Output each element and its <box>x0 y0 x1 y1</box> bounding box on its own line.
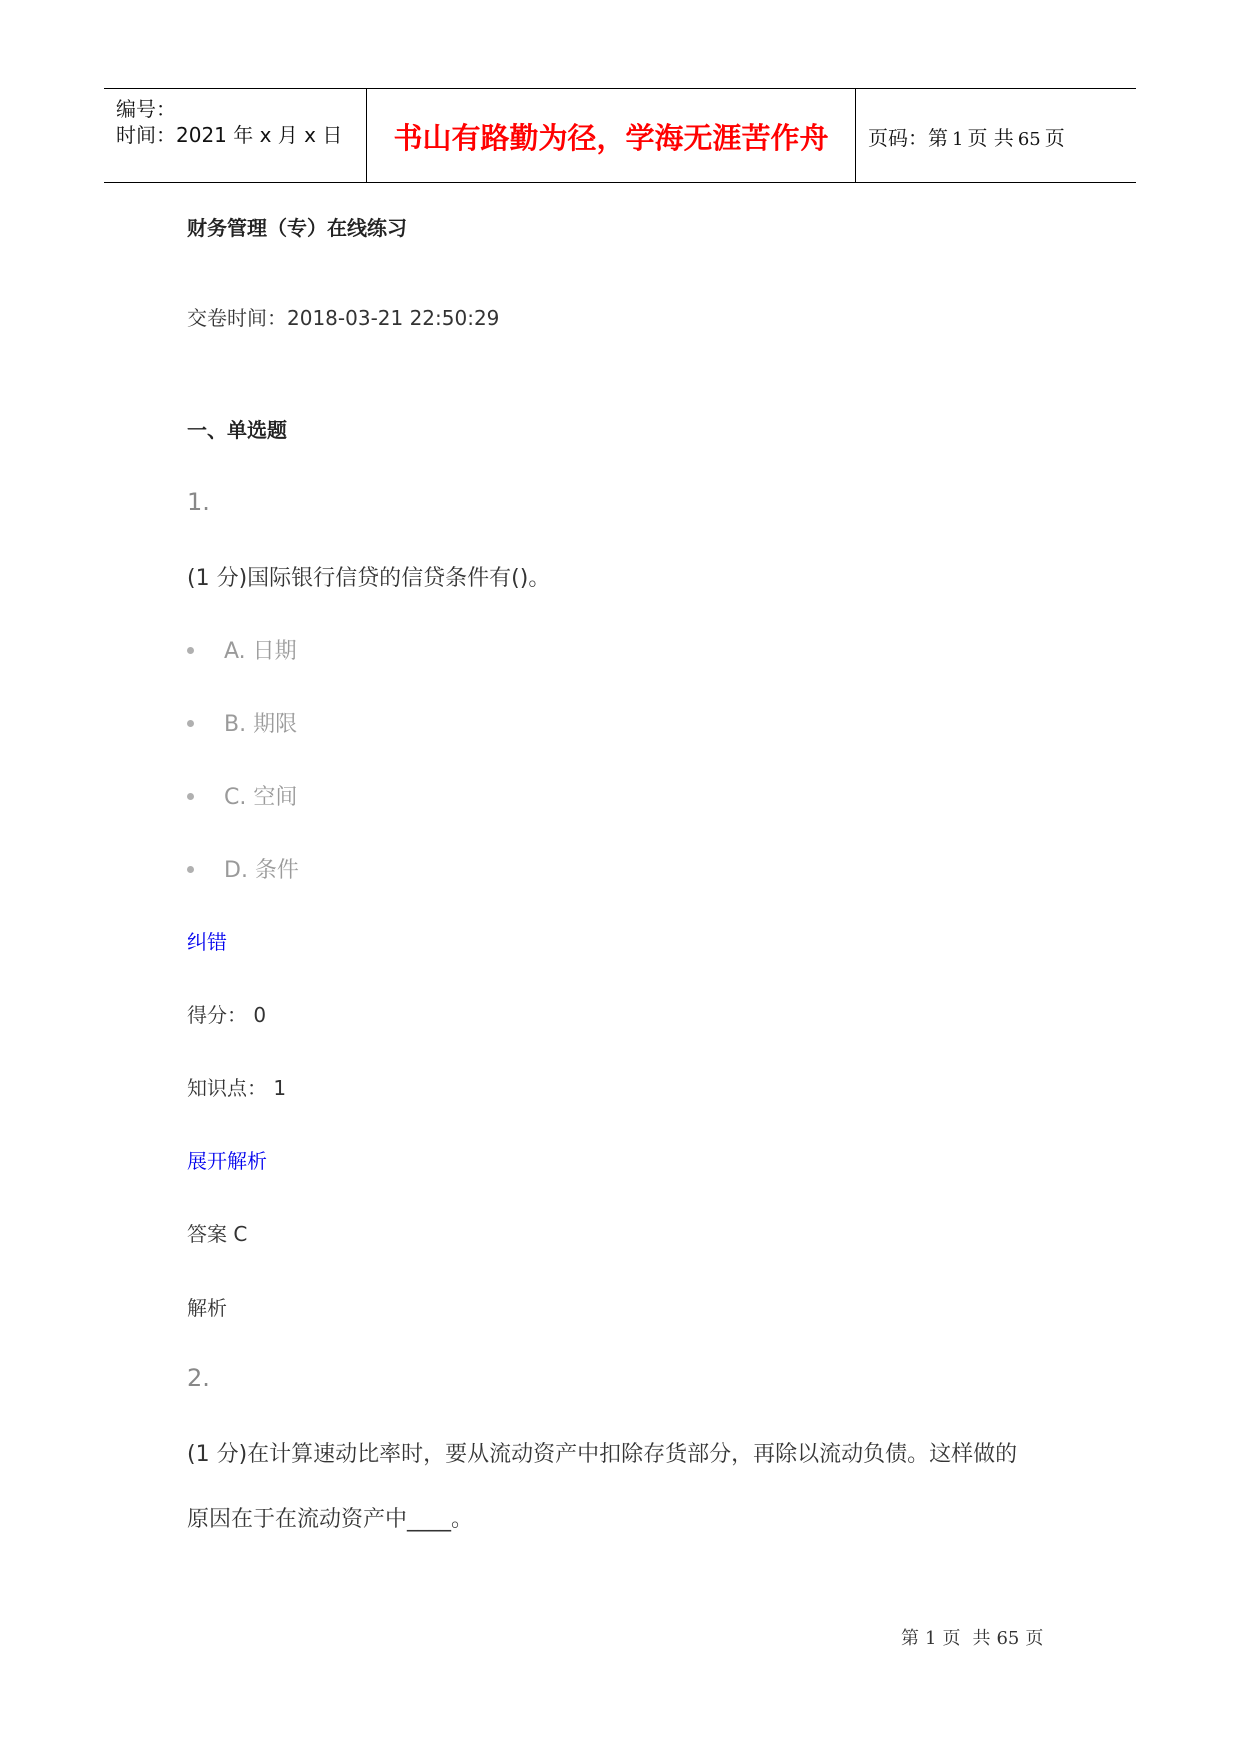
footer-total: 65 <box>996 1628 1020 1649</box>
motto: 书山有路勤为径，学海无涯苦作舟 <box>393 121 829 155</box>
header-page-cell <box>856 89 1136 182</box>
header-info-cell <box>104 89 367 182</box>
option-d[interactable] <box>187 853 299 884</box>
knowledge-label: 知识点： 1 <box>187 1076 287 1100</box>
footer-mid2: 共 <box>972 1628 991 1649</box>
footer-prefix: 第 <box>901 1628 919 1649</box>
expand-analysis-link[interactable]: 展开解析 <box>187 1149 267 1173</box>
question-text-line2: 原因在于在流动资产中____。 <box>187 1507 474 1532</box>
page-current: 1 <box>952 129 964 150</box>
question-number: 2. <box>187 1364 210 1392</box>
submit-time: 交卷时间：2018-03-21 22:50:29 <box>187 306 500 330</box>
option-a[interactable] <box>187 634 297 665</box>
option-b[interactable] <box>187 707 297 738</box>
question-text: (1 分)国际银行信贷的信贷条件有()。 <box>187 566 551 591</box>
section-heading: 一、单选题 <box>187 418 287 442</box>
page-prefix: 页码：第 <box>868 126 948 150</box>
bullet-icon <box>187 866 194 873</box>
bullet-icon <box>187 793 194 800</box>
correction-link[interactable]: 纠错 <box>187 930 227 954</box>
time-label: 时间：2021 年 x 月 x 日 <box>116 123 343 147</box>
bullet-icon <box>187 647 194 654</box>
option-label: B. 期限 <box>224 712 298 737</box>
option-label: A. 日期 <box>224 639 297 664</box>
question-text-line1: (1 分)在计算速动比率时，要从流动资产中扣除存货部分，再除以流动负债。这样做的 <box>187 1442 1018 1467</box>
page-footer <box>901 1624 1043 1650</box>
page-mid: 页 共 <box>967 126 1014 150</box>
option-label: D. 条件 <box>224 858 299 883</box>
option-label: C. 空间 <box>224 785 298 810</box>
page-suffix: 页 <box>1044 126 1065 150</box>
page-total: 65 <box>1017 129 1041 150</box>
analysis-label: 解析 <box>187 1296 227 1320</box>
number-label: 编号： <box>116 97 176 121</box>
option-c[interactable] <box>187 780 297 811</box>
footer-current: 1 <box>925 1628 937 1649</box>
page-header <box>104 88 1136 183</box>
footer-suffix: 页 <box>1025 1628 1044 1649</box>
header-page-number <box>868 122 1065 151</box>
answer-label: 答案 C <box>187 1222 248 1246</box>
header-motto-cell <box>367 89 856 182</box>
doc-title: 财务管理（专）在线练习 <box>187 216 407 240</box>
question-number: 1. <box>187 488 210 516</box>
bullet-icon <box>187 720 194 727</box>
score-label: 得分： 0 <box>187 1003 267 1027</box>
footer-mid1: 页 <box>942 1628 961 1649</box>
